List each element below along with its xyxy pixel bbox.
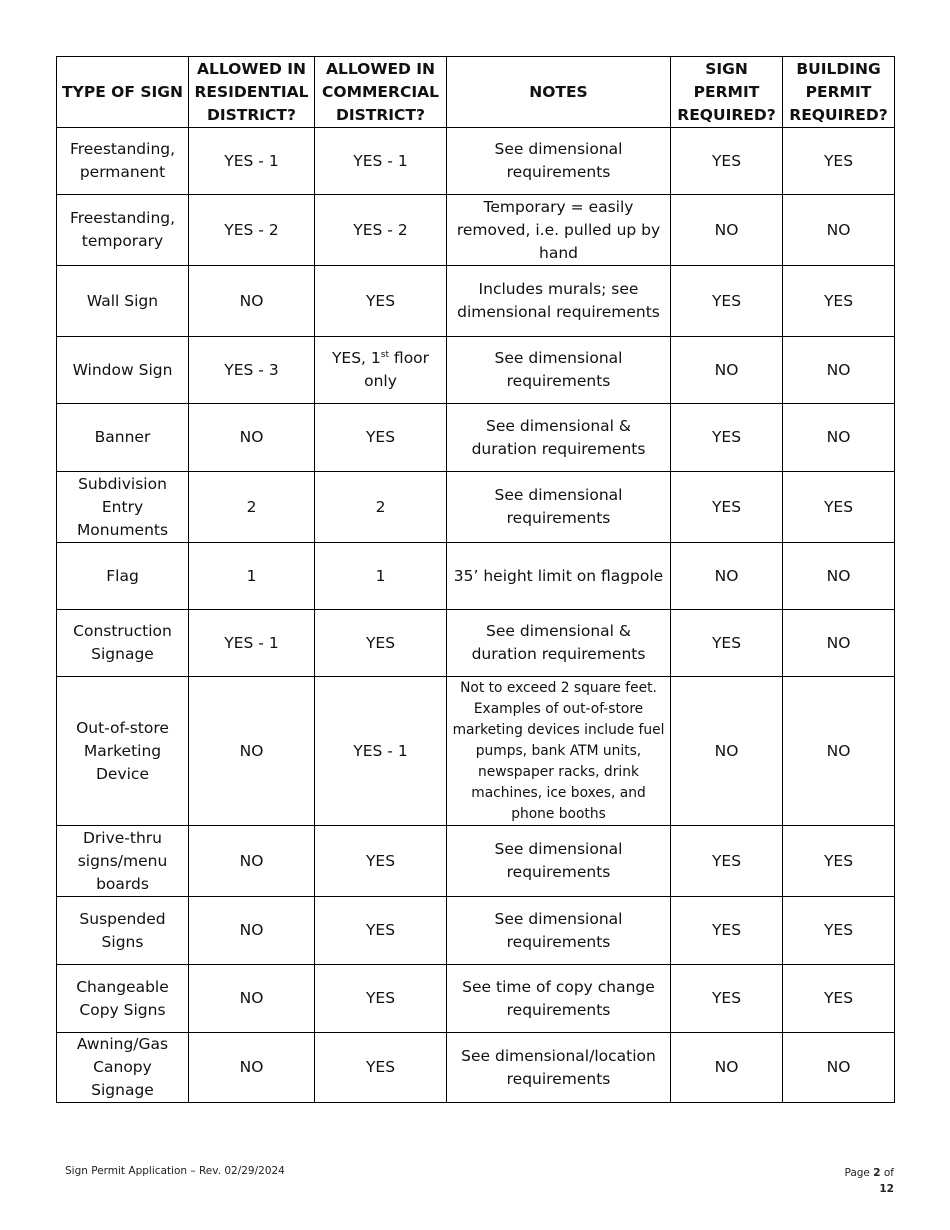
cell-commercial: YES bbox=[315, 1033, 447, 1103]
cell-type: Freestanding, permanent bbox=[57, 128, 189, 195]
cell-residential: 2 bbox=[189, 472, 315, 543]
cell-building-permit: NO bbox=[783, 404, 895, 472]
cell-building-permit: YES bbox=[783, 965, 895, 1033]
cell-sign-permit: NO bbox=[671, 337, 783, 404]
table-row bbox=[57, 826, 895, 897]
cell-commercial: 1 bbox=[315, 543, 447, 610]
cell-building-permit: YES bbox=[783, 897, 895, 965]
cell-sign-permit: YES bbox=[671, 128, 783, 195]
table-row bbox=[57, 404, 895, 472]
cell-type: Drive-thru signs/menu boards bbox=[57, 826, 189, 897]
cell-sign-permit: YES bbox=[671, 965, 783, 1033]
cell-notes: See dimensional & duration requirements bbox=[447, 610, 671, 677]
commercial-prefix: YES, 1 bbox=[331, 349, 381, 367]
cell-commercial: YES bbox=[315, 404, 447, 472]
cell-sign-permit: NO bbox=[671, 195, 783, 266]
footer-page-number bbox=[814, 1165, 894, 1197]
cell-sign-permit: YES bbox=[671, 610, 783, 677]
table-row bbox=[57, 965, 895, 1033]
cell-building-permit: YES bbox=[783, 472, 895, 543]
cell-building-permit: NO bbox=[783, 610, 895, 677]
cell-commercial: 2 bbox=[315, 472, 447, 543]
cell-building-permit: NO bbox=[783, 677, 895, 826]
cell-notes: Not to exceed 2 square feet. Examples of out-of-store marketing devices include fuel pumps, bank ATM units, newspaper racks, drink machines, ice boxes, and phone booths bbox=[447, 677, 671, 826]
cell-notes: See dimensional & duration requirements bbox=[447, 404, 671, 472]
cell-sign-permit: NO bbox=[671, 543, 783, 610]
cell-notes: See dimensional requirements bbox=[447, 472, 671, 543]
table-row bbox=[57, 543, 895, 610]
cell-sign-permit: YES bbox=[671, 404, 783, 472]
cell-type: Suspended Signs bbox=[57, 897, 189, 965]
cell-residential: NO bbox=[189, 965, 315, 1033]
table-row bbox=[57, 897, 895, 965]
header-notes: NOTES bbox=[447, 57, 671, 128]
table-row bbox=[57, 195, 895, 266]
cell-notes: See dimensional requirements bbox=[447, 826, 671, 897]
page-label: Page bbox=[844, 1167, 874, 1179]
commercial-suffix: floor only bbox=[364, 349, 430, 390]
table-row bbox=[57, 266, 895, 337]
cell-building-permit: NO bbox=[783, 1033, 895, 1103]
cell-building-permit: NO bbox=[783, 195, 895, 266]
table-row bbox=[57, 1033, 895, 1103]
cell-type: Wall Sign bbox=[57, 266, 189, 337]
header-sign-permit: SIGN PERMIT REQUIRED? bbox=[671, 57, 783, 128]
cell-type: Construction Signage bbox=[57, 610, 189, 677]
cell-notes: See dimensional/location requirements bbox=[447, 1033, 671, 1103]
page-current: 2 bbox=[873, 1167, 881, 1179]
cell-building-permit: NO bbox=[783, 337, 895, 404]
sign-types-table bbox=[56, 56, 895, 1103]
cell-residential: NO bbox=[189, 897, 315, 965]
cell-type: Changeable Copy Signs bbox=[57, 965, 189, 1033]
cell-residential: NO bbox=[189, 1033, 315, 1103]
header-commercial: ALLOWED IN COMMERCIAL DISTRICT? bbox=[315, 57, 447, 128]
cell-commercial: YES bbox=[315, 826, 447, 897]
cell-type: Subdivision Entry Monuments bbox=[57, 472, 189, 543]
cell-type: Out-of-store Marketing Device bbox=[57, 677, 189, 826]
table-row bbox=[57, 472, 895, 543]
cell-sign-permit: YES bbox=[671, 266, 783, 337]
cell-sign-permit: NO bbox=[671, 1033, 783, 1103]
header-building-permit: BUILDING PERMIT REQUIRED? bbox=[783, 57, 895, 128]
cell-sign-permit: NO bbox=[671, 677, 783, 826]
header-type-of-sign: TYPE OF SIGN bbox=[57, 57, 189, 128]
cell-residential: YES - 2 bbox=[189, 195, 315, 266]
table-header-row bbox=[57, 57, 895, 128]
cell-sign-permit: YES bbox=[671, 826, 783, 897]
cell-notes: See dimensional requirements bbox=[447, 897, 671, 965]
cell-residential: NO bbox=[189, 404, 315, 472]
cell-residential: NO bbox=[189, 826, 315, 897]
cell-residential: NO bbox=[189, 266, 315, 337]
cell-building-permit: YES bbox=[783, 128, 895, 195]
cell-type: Window Sign bbox=[57, 337, 189, 404]
cell-notes: Includes murals; see dimensional requirements bbox=[447, 266, 671, 337]
cell-building-permit: YES bbox=[783, 266, 895, 337]
cell-building-permit: YES bbox=[783, 826, 895, 897]
cell-notes: See time of copy change requirements bbox=[447, 965, 671, 1033]
footer-revision: Sign Permit Application – Rev. 02/29/2024 bbox=[65, 1165, 285, 1177]
cell-commercial: YES - 1 bbox=[315, 128, 447, 195]
cell-notes: 35’ height limit on flagpole bbox=[447, 543, 671, 610]
table-row bbox=[57, 610, 895, 677]
cell-type: Banner bbox=[57, 404, 189, 472]
cell-residential: NO bbox=[189, 677, 315, 826]
cell-building-permit: NO bbox=[783, 543, 895, 610]
cell-commercial: YES bbox=[315, 897, 447, 965]
table-row bbox=[57, 337, 895, 404]
cell-type: Flag bbox=[57, 543, 189, 610]
cell-sign-permit: YES bbox=[671, 472, 783, 543]
cell-residential: YES - 1 bbox=[189, 128, 315, 195]
cell-commercial: YES bbox=[315, 965, 447, 1033]
cell-notes: See dimensional requirements bbox=[447, 128, 671, 195]
header-residential: ALLOWED IN RESIDENTIAL DISTRICT? bbox=[189, 57, 315, 128]
table-row bbox=[57, 677, 895, 826]
table-row bbox=[57, 128, 895, 195]
ordinal-suffix: st bbox=[380, 349, 389, 360]
cell-commercial bbox=[315, 337, 447, 404]
cell-commercial: YES bbox=[315, 266, 447, 337]
cell-notes: Temporary = easily removed, i.e. pulled up by hand bbox=[447, 195, 671, 266]
cell-commercial: YES - 2 bbox=[315, 195, 447, 266]
cell-commercial: YES bbox=[315, 610, 447, 677]
cell-commercial: YES - 1 bbox=[315, 677, 447, 826]
cell-residential: YES - 3 bbox=[189, 337, 315, 404]
cell-type: Freestanding, temporary bbox=[57, 195, 189, 266]
cell-sign-permit: YES bbox=[671, 897, 783, 965]
cell-residential: 1 bbox=[189, 543, 315, 610]
page-total: 12 bbox=[879, 1183, 894, 1195]
of-label: of bbox=[880, 1167, 894, 1179]
cell-type: Awning/Gas Canopy Signage bbox=[57, 1033, 189, 1103]
cell-residential: YES - 1 bbox=[189, 610, 315, 677]
cell-notes: See dimensional requirements bbox=[447, 337, 671, 404]
